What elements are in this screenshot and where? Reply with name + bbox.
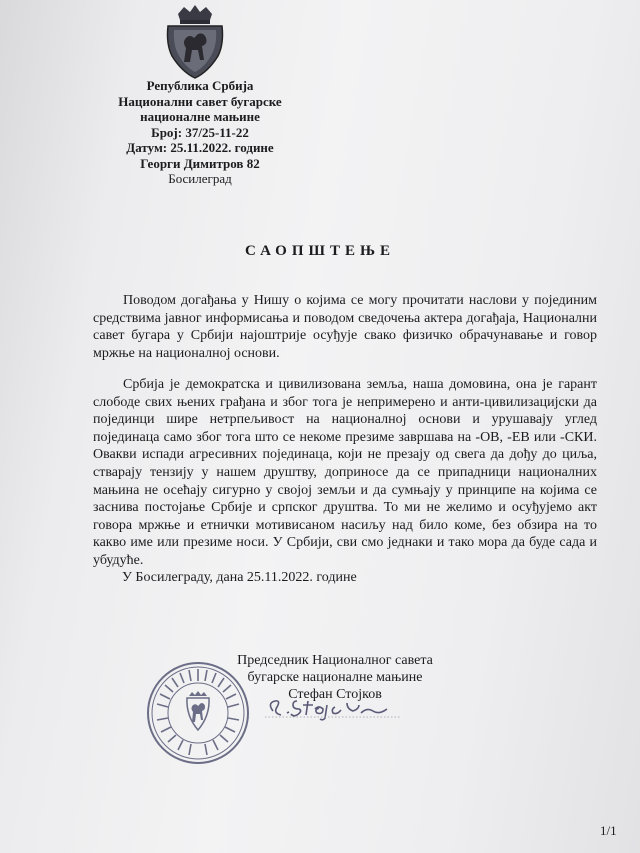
signatory-name: Стефан Стојков bbox=[288, 687, 382, 702]
header-city: Босилеград bbox=[168, 171, 232, 186]
letterhead bbox=[90, 78, 310, 187]
header-address: Георги Димитров 82 bbox=[140, 155, 260, 171]
header-date: Датум: 25.11.2022. године bbox=[126, 140, 274, 155]
document-title: САОПШТЕЊЕ bbox=[244, 243, 396, 259]
coat-of-arms-icon bbox=[164, 4, 226, 82]
page-number: 1/1 bbox=[600, 823, 617, 838]
paragraph-1: Поводом догађања у Нишу о којима се могу прочитати наслови у појединим средствима јавног информисања и поводом сведочења актера догађаја, Национални савет бугара у Србији најоштрије осуђује свако физичко обрачунавање и говор мржње на националној основи. bbox=[93, 293, 597, 361]
place-and-date: У Босилеграду, дана 25.11.2022. године bbox=[122, 570, 357, 585]
header-institution: Национални савет бугарске bbox=[118, 93, 282, 109]
header-institution-2: националне мањине bbox=[140, 109, 260, 124]
handwritten-signature-icon bbox=[263, 693, 403, 721]
paragraph-2: Србија је демократска и цивилизована земља, наша домовина, она је гарант слободе свих њених грађана и због тога је непримерено и анти-цивилизацијски да појединци шире нетрпељивост на националној основи и урушавају углед појединаца само због тога што се некоме презиме завршава на -ОВ, -ЕВ или -СКИ. Овакви испади агресивних појединаца, који не презају од свега да дођу до циља, стварају тензију у нашем друштву, доприносе да се припадници националних мањина не осећају сигурно у својој земљи и да сумњају у принципе на којима се заснива постојање Србије и српског друштва. То ми не желимо и осуђујемо акт говора мржње и етнички мотивисаном насиљу над било коме, без обзира на то какво име или презиме носи. У Србији, сви смо једнаки и тако мора да буде сада и убудуће. bbox=[93, 377, 597, 568]
header-reference-number: Број: 37/25-11-22 bbox=[151, 124, 249, 140]
signatory-title: Председник Националног савета bbox=[237, 653, 433, 668]
header-country: Република Србија bbox=[146, 78, 254, 93]
signatory-title-2: бугарске националне мањине bbox=[247, 670, 423, 685]
